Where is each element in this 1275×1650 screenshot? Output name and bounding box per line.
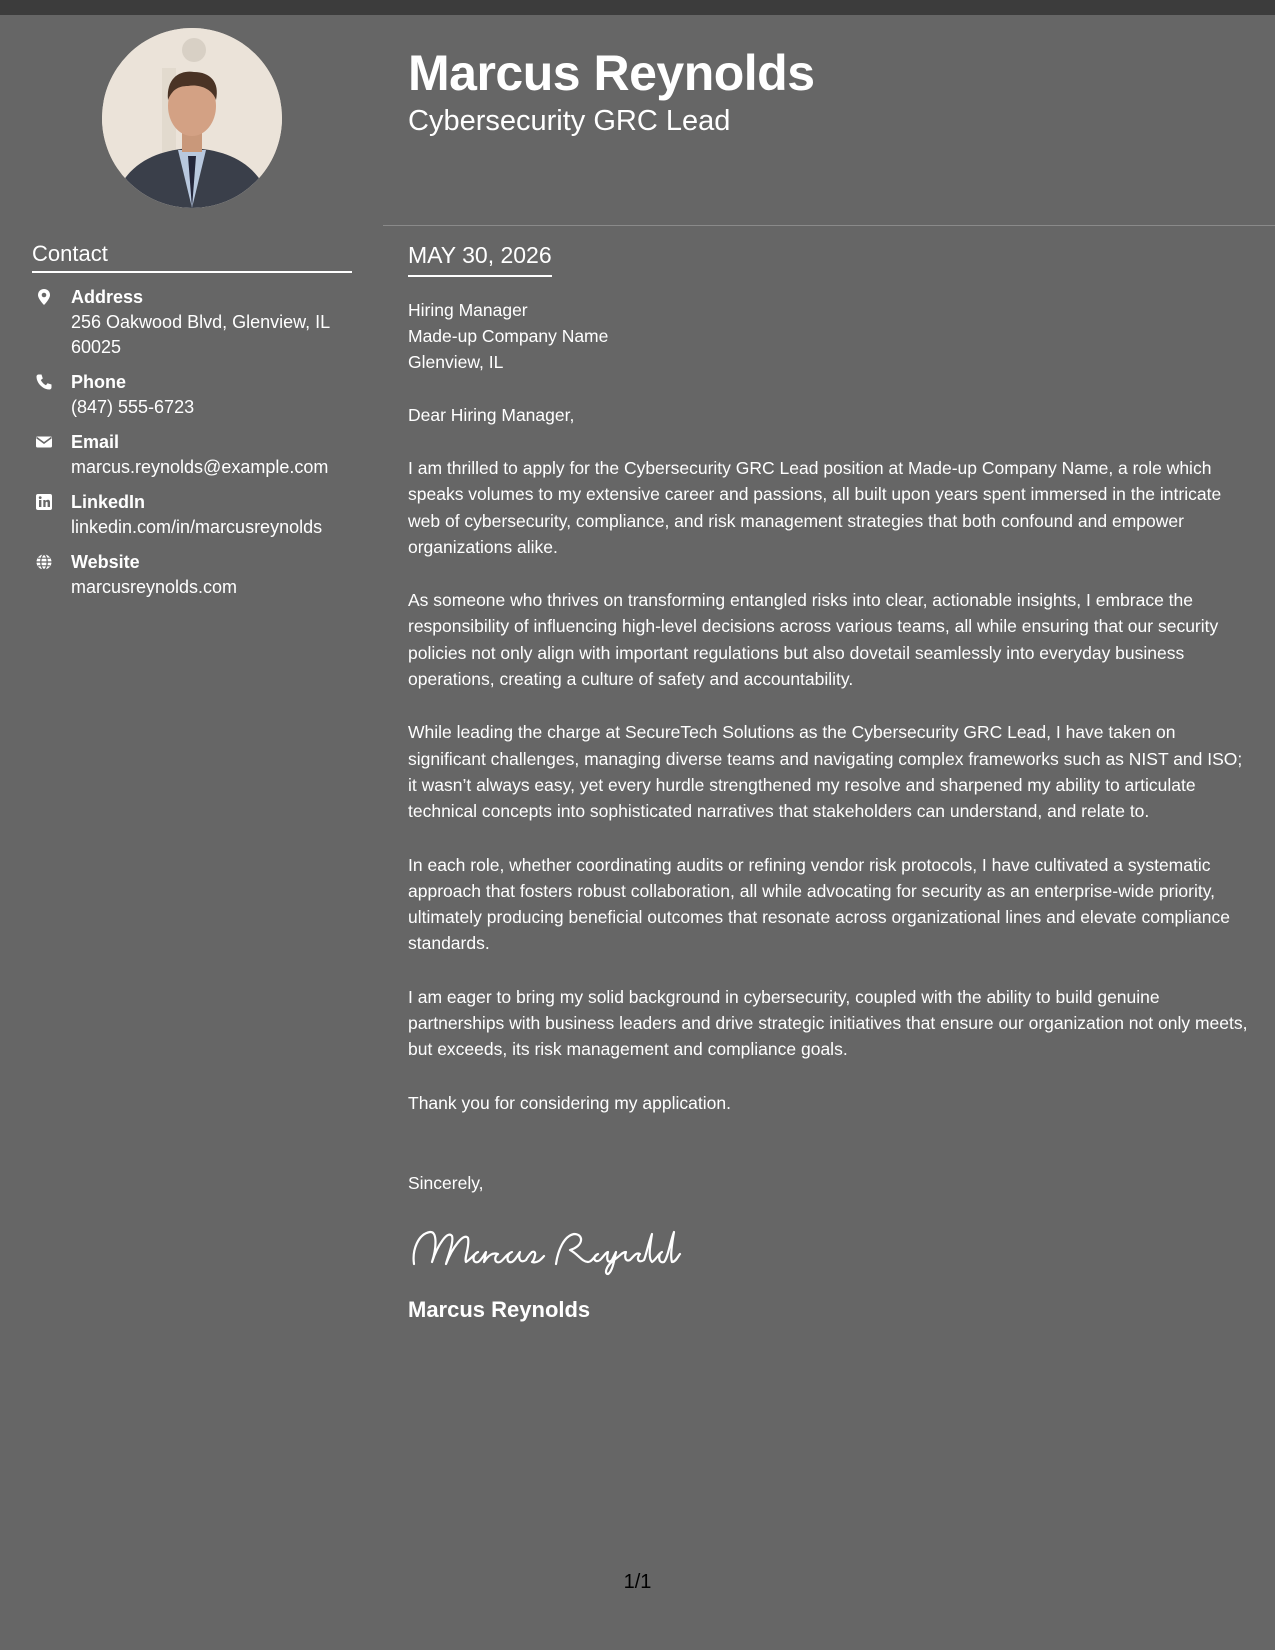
page-number: 1/1 xyxy=(623,1571,652,1593)
contact-item-email xyxy=(32,430,362,480)
letter-body xyxy=(408,240,1253,1324)
phone-icon xyxy=(35,373,53,391)
contact-label: Email xyxy=(71,432,120,452)
contact-value-phone: (847) 555-6723 xyxy=(71,397,195,417)
contact-heading: Contact xyxy=(32,241,352,273)
envelope-icon xyxy=(35,433,53,451)
recipient-line: Hiring Manager xyxy=(408,300,528,320)
sidebar xyxy=(0,15,383,1650)
handwritten-signature xyxy=(408,1220,1253,1276)
profile-photo xyxy=(102,28,282,208)
top-bar xyxy=(0,0,1275,15)
contact-label: Address xyxy=(71,287,144,307)
applicant-job-title: Cybersecurity GRC Lead xyxy=(408,105,731,137)
paragraph: I am thrilled to apply for the Cybersecurity GRC Lead position at Made-up Company Name, a role which speaks volumes to my extensive career and passions, all built upon years spent immersed in the intricate web of cybersecurity, compliance, and risk management strategies that both confound and empower organizations alike. xyxy=(408,458,1222,557)
contact-label: LinkedIn xyxy=(71,492,146,512)
header-divider xyxy=(383,225,1275,226)
applicant-name: Marcus Reynolds xyxy=(408,45,815,101)
contact-item-website xyxy=(32,550,362,600)
recipient-line: Made-up Company Name xyxy=(408,326,609,346)
contact-item-address xyxy=(32,285,362,360)
letter-date: MAY 30, 2026 xyxy=(408,240,552,277)
location-pin-icon xyxy=(35,288,53,306)
signed-name: Marcus Reynolds xyxy=(408,1296,591,1322)
paragraph: Thank you for considering my application. xyxy=(408,1092,731,1113)
linkedin-icon xyxy=(35,493,53,511)
paragraph: While leading the charge at SecureTech Solutions as the Cybersecurity GRC Lead, I have taken on significant challenges, managing diverse teams and navigating complex frameworks such as NIST and ISO; it wasn’t always easy, yet every hurdle strengthened my resolve and sharpened my ability to articulate technical concepts into sophisticated narratives that stakeholders can understand, and relate to. xyxy=(408,722,1243,822)
contact-value-address: 256 Oakwood Blvd, Glenview, IL 60025 xyxy=(71,312,330,357)
contact-label: Phone xyxy=(71,372,127,392)
paragraph: I am eager to bring my solid background in cybersecurity, coupled with the ability to build genuine partnerships with business leaders and drive strategic initiatives that ensure our organization not only meets, but exceeds, its risk management and compliance goals. xyxy=(408,986,1248,1060)
paragraph: In each role, whether coordinating audits or refining vendor risk protocols, I have cultivated a systematic approach that fosters robust collaboration, all while advocating for security as an enterprise-wide priority, ultimately producing beneficial outcomes that resonate across organizational lines and elevate compliance standards. xyxy=(408,854,1231,954)
salutation: Dear Hiring Manager, xyxy=(408,405,575,425)
contact-value-linkedin[interactable]: linkedin.com/in/marcusreynolds xyxy=(71,517,323,537)
contact-item-linkedin xyxy=(32,490,362,540)
closing: Sincerely, xyxy=(408,1172,484,1193)
contact-label: Website xyxy=(71,552,140,572)
globe-icon xyxy=(35,553,53,571)
contact-value-website[interactable]: marcusreynolds.com xyxy=(71,577,238,597)
contact-value-email[interactable]: marcus.reynolds@example.com xyxy=(71,457,329,477)
paragraph: As someone who thrives on transforming entangled risks into clear, actionable insights, I embrace the responsibility of influencing high-level decisions across various teams, all while ensuring that our security policies not only align with important regulations but also dovetail seamlessly into everyday business operations, creating a culture of safety and accountability. xyxy=(408,590,1219,690)
recipient-block xyxy=(408,297,1253,375)
contact-item-phone xyxy=(32,370,362,420)
contact-list xyxy=(32,285,362,610)
recipient-line: Glenview, IL xyxy=(408,352,504,372)
